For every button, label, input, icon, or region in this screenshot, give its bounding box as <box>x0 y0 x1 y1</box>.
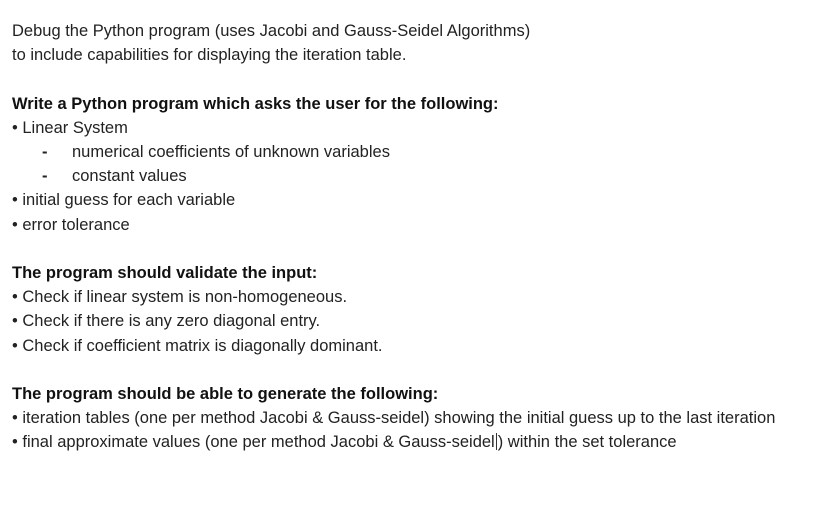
list-item-iteration-tables: • iteration tables (one per method Jacobi & Gauss-seidel) showing the initial guess up to the last iteration <box>12 409 776 428</box>
dash: - <box>42 143 48 161</box>
sub-item-constants: - constant values <box>12 164 802 188</box>
document-body <box>12 19 802 455</box>
section-output-heading: The program should be able to generate the following: <box>12 385 439 403</box>
text-cursor <box>496 433 497 450</box>
list-item-initial-guess: • initial guess for each variable <box>12 191 236 210</box>
list-item-non-homogeneous: • Check if linear system is non-homogeneous. <box>12 288 348 307</box>
bullet: • <box>12 409 18 428</box>
dash: - <box>42 167 48 186</box>
section-validation-heading: The program should validate the input: <box>12 264 318 282</box>
bullet: • <box>12 118 18 137</box>
intro-line-2: to include capabilities for displaying the iteration table. <box>12 46 407 65</box>
bullet: • <box>12 288 18 307</box>
bullet: • <box>12 312 18 331</box>
bullet: • <box>12 433 18 452</box>
spacer <box>12 67 802 91</box>
list-item-diagonally-dominant: • Check if coefficient matrix is diagonally dominant. <box>12 336 383 355</box>
intro-line-1: Debug the Python program (uses Jacobi and Gauss-Seidel Algorithms) <box>12 22 531 40</box>
sub-item-coefficients: - numerical coefficients of unknown variables <box>12 140 802 164</box>
list-item-linear-system: • Linear System <box>12 118 128 137</box>
spacer <box>12 358 802 382</box>
spacer <box>12 237 802 261</box>
bullet: • <box>12 336 18 355</box>
list-item-zero-diagonal: • Check if there is any zero diagonal entry. <box>12 312 321 331</box>
bullet: • <box>12 215 18 234</box>
list-item-final-values: • final approximate values (one per method Jacobi & Gauss-seidel ) within the set tolerance <box>12 433 677 452</box>
list-item-error-tolerance: • error tolerance <box>12 215 130 234</box>
bullet: • <box>12 191 18 210</box>
section-input-heading: Write a Python program which asks the user for the following: <box>12 94 499 113</box>
